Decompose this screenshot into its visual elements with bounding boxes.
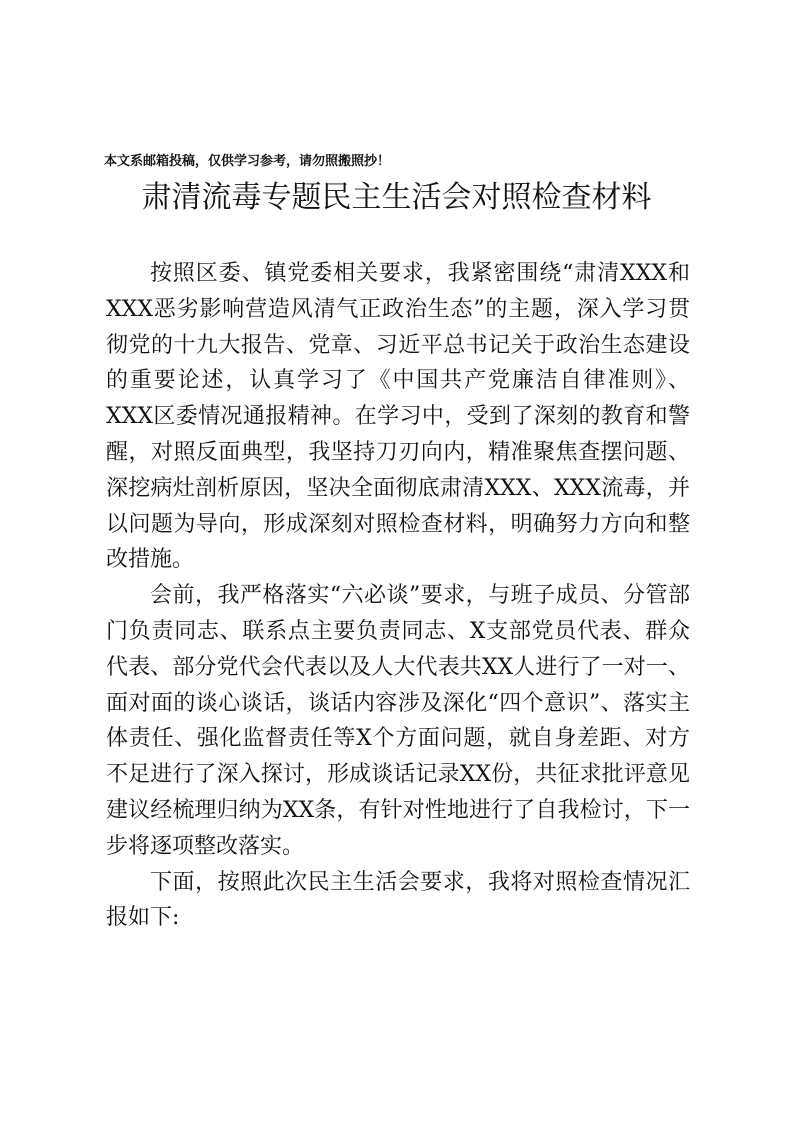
submission-notice: 本文系邮箱投稿，仅供学习参考，请勿照搬照抄！	[104, 154, 391, 169]
body-paragraph: 下面，按照此次民主生活会要求，我将对照检查情况汇报如下:	[106, 869, 690, 931]
document-body	[106, 256, 690, 936]
document-title: 肃清流毒专题民主生活会对照检查材料	[141, 180, 652, 215]
body-paragraph: 会前，我严格落实“六必谈”要求，与班子成员、分管部门负责同志、联系点主要负责同志、X支部党员代表、群众代表、部分党代会代表以及人大代表共XX人进行了一对一、面对面的谈心谈话，谈话内容涉及深化“四个意识”、落实主体责任、强化监督责任等X个方面问题，就自身差距、对方不足进行了深入探讨，形成谈话记录XX份，共征求批评意见建议经梳理归纳为XX条，有针对性地进行了自我检讨，下一步将逐项整改落实。	[106, 583, 690, 859]
body-paragraph: 按照区委、镇党委相关要求，我紧密围绕“肃清XXX和XXX恶劣影响营造风清气正政治生态”的主题，深入学习贯彻党的十九大报告、党章、习近平总书记关于政治生态建设的重要论述，认真学习了《中国共产党廉洁自律准则》、XXX区委情况通报精神。在学习中，受到了深刻的教育和警醒，对照反面典型，我坚持刀刃向内，精准聚焦查摆问题、深挖病灶剖析原因，坚决全面彻底肃清XXX、XXX流毒，并以问题为导向，形成深刻对照检查材料，明确努力方向和整改措施。	[106, 261, 690, 573]
